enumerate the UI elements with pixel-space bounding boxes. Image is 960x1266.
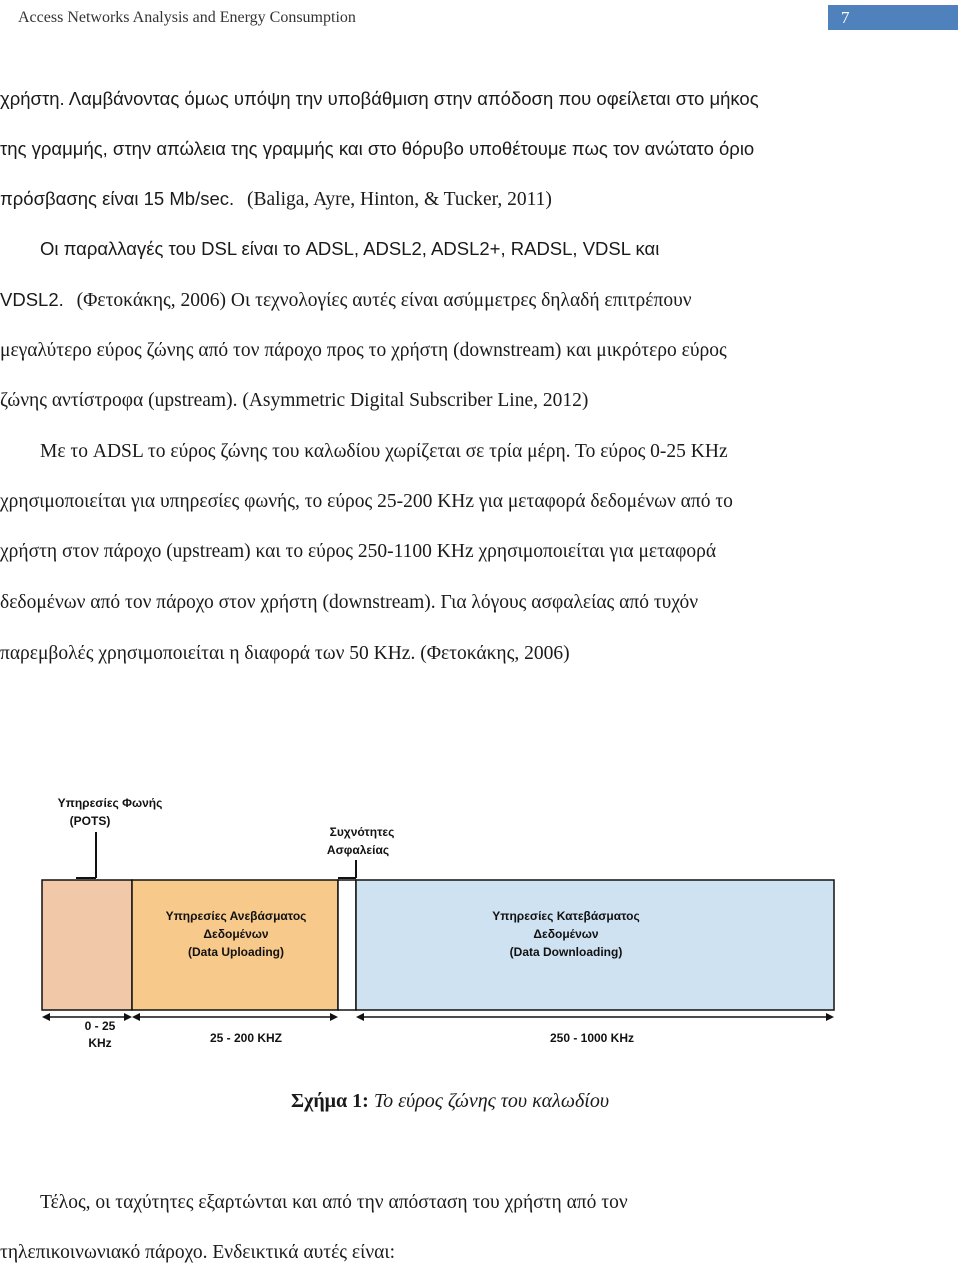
range-label-pots-line1: 0 - 25 bbox=[84, 1019, 116, 1033]
body-line-12: παρεμβολές χρησιμοποιείται η διαφορά των 50 KHz. (Φετοκάκης, 2006) bbox=[0, 643, 570, 664]
range-arrowhead-upload-right bbox=[330, 1013, 338, 1021]
body-line-5b: (Φετοκάκης, 2006) Οι τεχνολογίες αυτές είναι ασύμμετρες δηλαδή επιτρέπουν bbox=[76, 290, 692, 311]
body-line-1: χρήστη. Λαμβάνοντας όμως υπόψη την υποβάθμιση στην απόδοση που οφείλεται στο μήκος bbox=[0, 88, 759, 109]
closing-line-1: Τέλος, οι ταχύτητες εξαρτώνται και από την απόσταση του χρήστη από τον bbox=[40, 1192, 628, 1213]
caption-text: Το εύρος ζώνης του καλωδίου bbox=[373, 1090, 609, 1112]
upload-label-line1: Υπηρεσίες Ανεβάσματος bbox=[165, 909, 307, 923]
bandwidth-figure bbox=[0, 760, 960, 1060]
running-header-title: Access Networks Analysis and Energy Consumption bbox=[18, 9, 356, 26]
body-line-5 bbox=[0, 287, 692, 314]
upload-label-line3: (Data Uploading) bbox=[188, 945, 284, 959]
range-arrowhead-download-left bbox=[356, 1013, 364, 1021]
range-arrowhead-download-right bbox=[826, 1013, 834, 1021]
citation-baliga: (Baliga, Ayre, Hinton, & Tucker, 2011) bbox=[247, 189, 552, 210]
body-line-6: μεγαλύτερο εύρος ζώνης από τον πάροχο προς το χρήστη (downstream) και μικρότερο εύρος bbox=[0, 340, 727, 361]
upload-label-line2: Δεδομένων bbox=[203, 927, 269, 941]
guard-label-line1: Συχνότητες bbox=[329, 825, 395, 839]
body-line-4: Οι παραλλαγές του DSL είναι το ADSL, ADSL2, ADSL2+, RADSL, VDSL και bbox=[40, 238, 660, 259]
body-line-3 bbox=[0, 186, 552, 213]
range-label-download: 250 - 1000 KHz bbox=[549, 1031, 635, 1045]
download-label-line2: Δεδομένων bbox=[533, 927, 599, 941]
body-line-8: Με το ADSL το εύρος ζώνης του καλωδίου χωρίζεται σε τρία μέρη. Το εύρος 0-25 KHz bbox=[40, 441, 728, 462]
closing-line-2: τηλεπικοινωνιακό πάροχο. Ενδεικτικά αυτές είναι: bbox=[0, 1242, 396, 1263]
bandwidth-diagram bbox=[0, 760, 960, 1060]
pots-band bbox=[42, 880, 132, 1010]
body-line-11: δεδομένων από τον πάροχο στον χρήστη (downstream). Για λόγους ασφαλείας από τυχόν bbox=[0, 592, 699, 613]
range-arrowhead-pots-left bbox=[42, 1013, 50, 1021]
pots-label-line1: Υπηρεσίες Φωνής bbox=[57, 796, 163, 810]
pots-label-line2: (POTS) bbox=[69, 814, 111, 828]
range-label-pots-line2: KHz bbox=[88, 1036, 112, 1050]
body-line-9: χρησιμοποιείται για υπηρεσίες φωνής, το εύρος 25-200 KHz για μεταφορά δεδομένων από το bbox=[0, 491, 733, 512]
body-line-7: ζώνης αντίστροφα (upstream). (Asymmetric Digital Subscriber Line, 2012) bbox=[0, 390, 589, 411]
range-label-upload: 25 - 200 KHZ bbox=[209, 1031, 283, 1045]
page-number-badge: 7 bbox=[828, 5, 958, 30]
figure-caption bbox=[0, 1088, 900, 1114]
body-line-2: της γραμμής, στην απώλεια της γραμμής και στο θόρυβο υποθέτουμε πως τον ανώτατο όριο bbox=[0, 138, 755, 159]
guard-label-line2: Ασφαλείας bbox=[326, 843, 390, 857]
range-arrowhead-pots-right bbox=[124, 1013, 132, 1021]
caption-label: Σχήμα 1: bbox=[291, 1090, 369, 1112]
body-line-3a: πρόσβασης είναι 15 Mb/sec. bbox=[0, 188, 235, 209]
body-line-10: χρήστη στον πάροχο (upstream) και το εύρος 250-1100 KHz χρησιμοποιείται για μεταφορά bbox=[0, 541, 717, 562]
range-arrowhead-upload-left bbox=[132, 1013, 140, 1021]
body-line-5a: VDSL2. bbox=[0, 289, 64, 310]
download-label-line1: Υπηρεσίες Κατεβάσματος bbox=[492, 909, 640, 923]
download-label-line3: (Data Downloading) bbox=[509, 945, 623, 959]
guard-band bbox=[338, 880, 356, 1010]
